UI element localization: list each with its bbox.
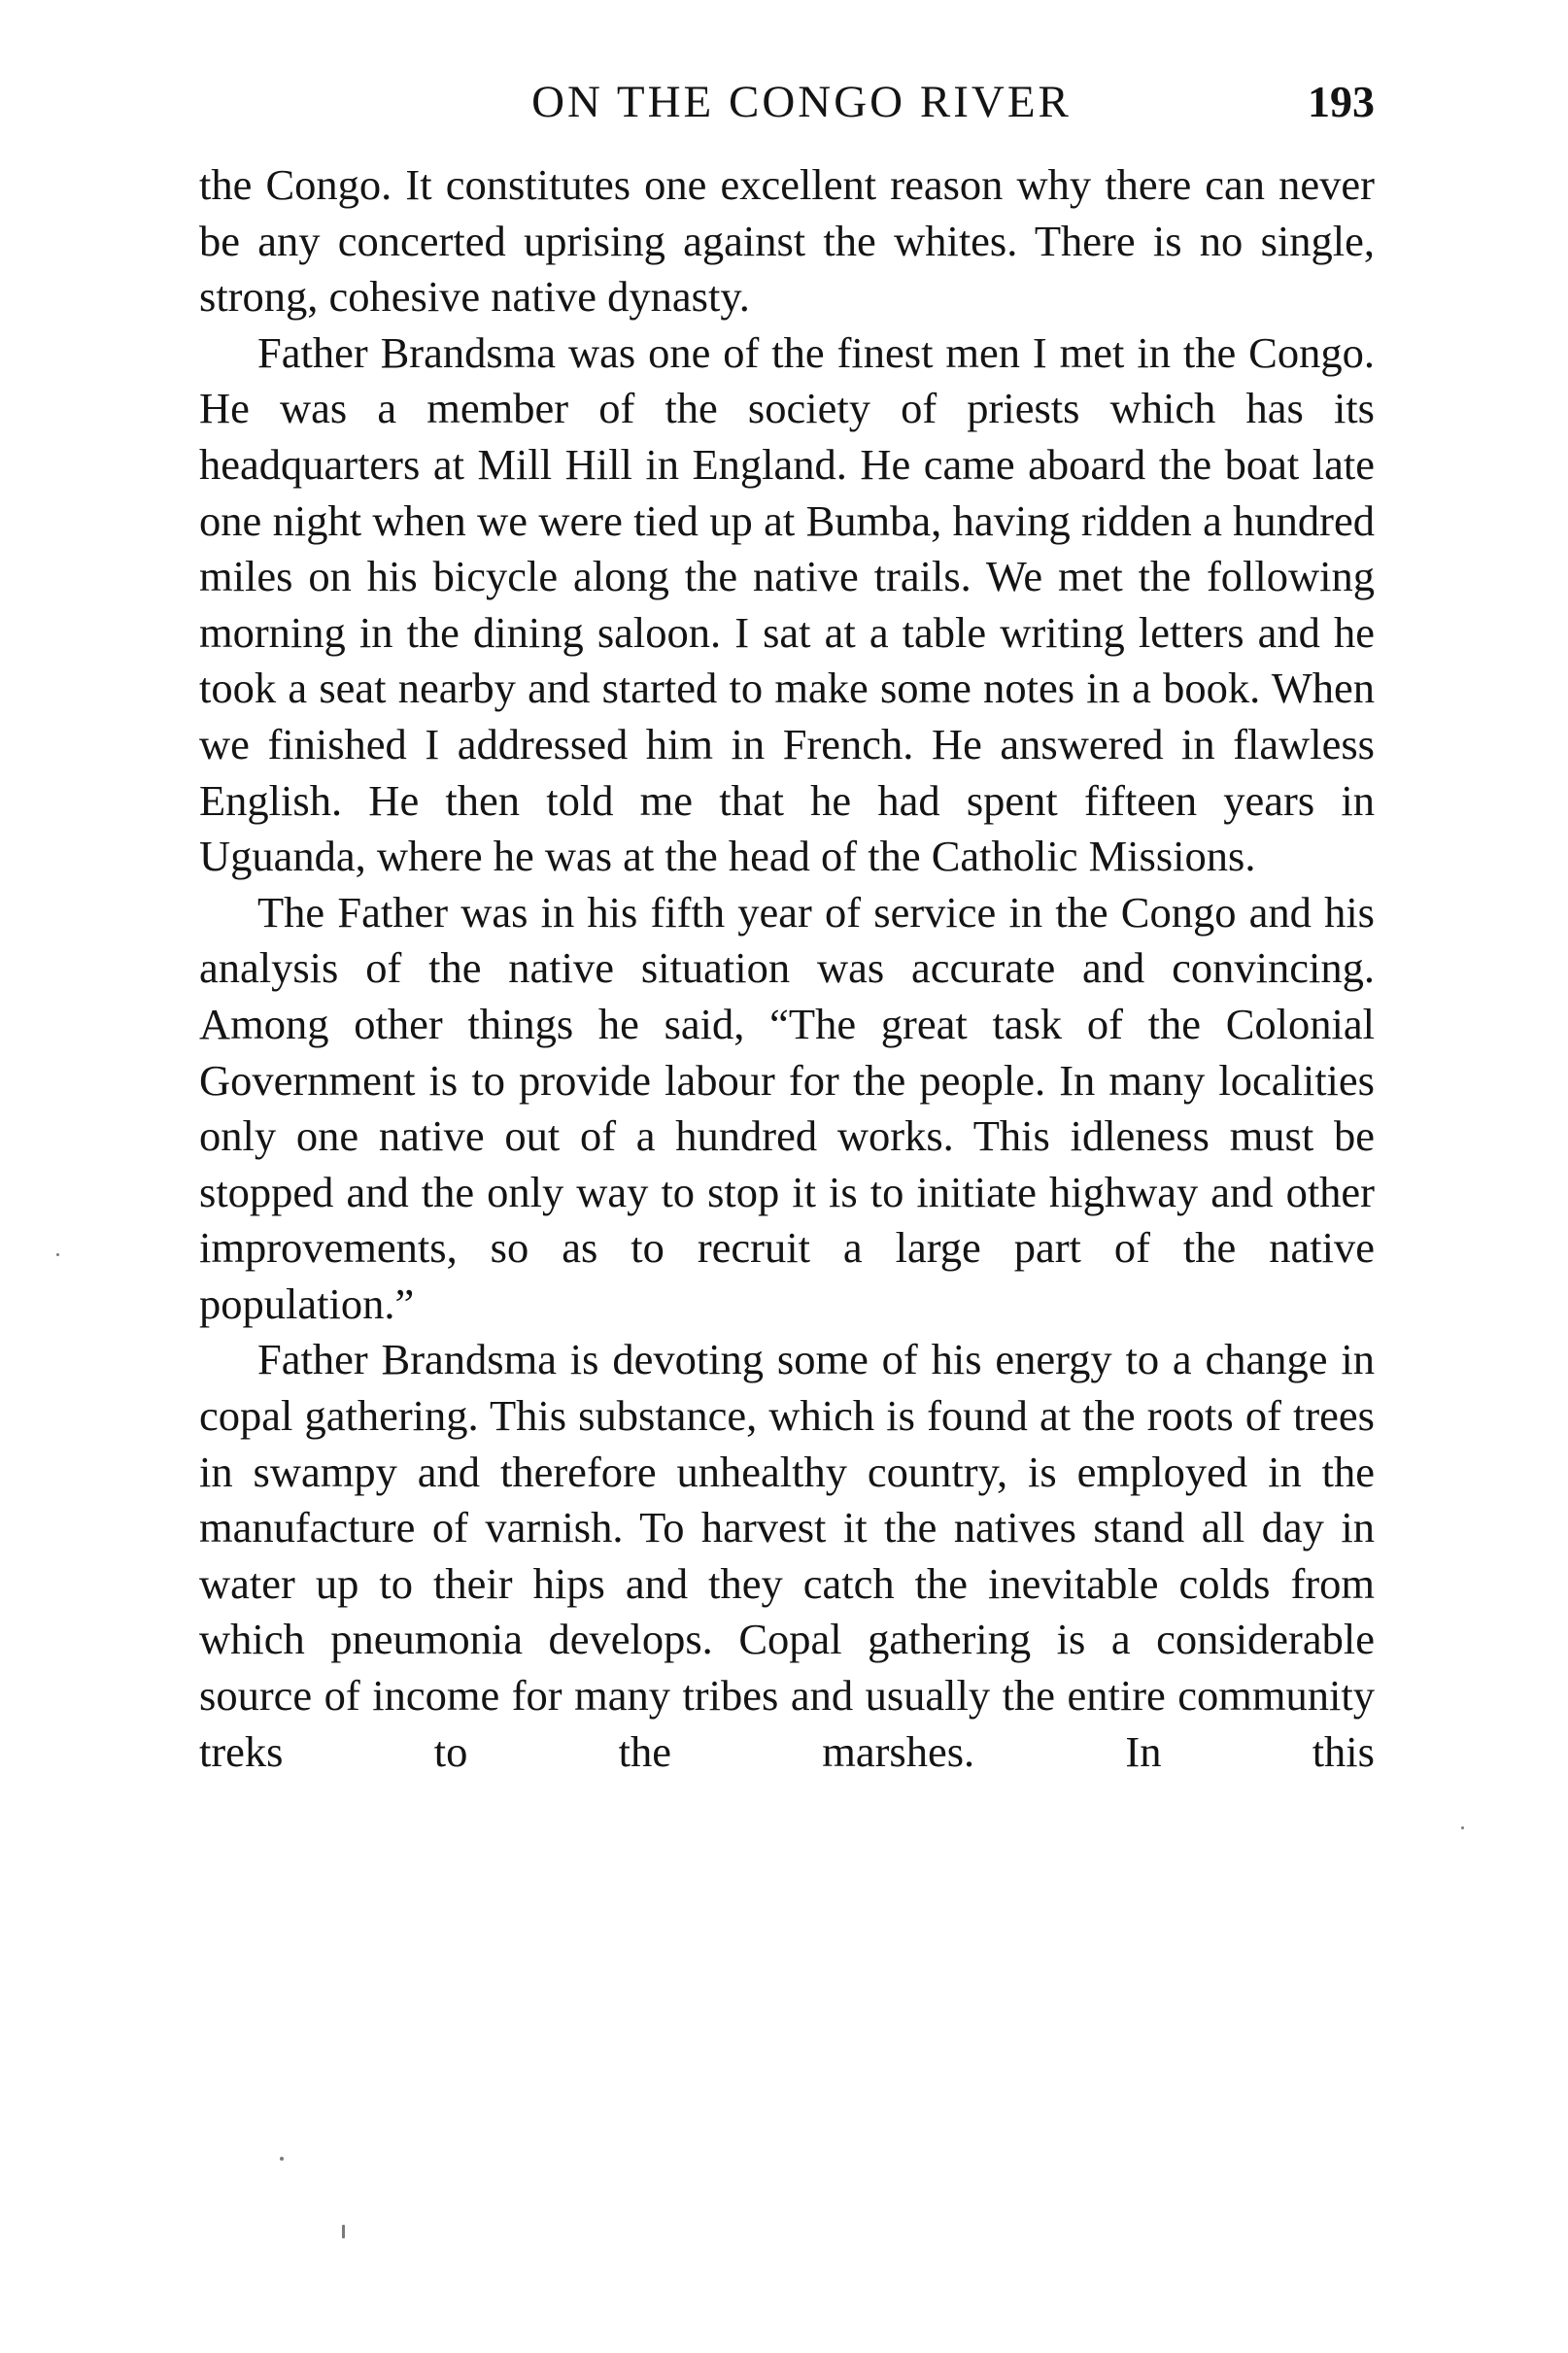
paragraph-continuation: the Congo. It constitutes one excellent reason why there can never be any concerted uprising against the whites. There is no single, strong, cohesive native dynasty. — [199, 160, 1375, 322]
scan-speck — [342, 2225, 345, 2238]
scan-speck — [280, 2157, 284, 2161]
scan-speck — [56, 1253, 59, 1256]
scan-speck — [1461, 1826, 1464, 1829]
paragraph: Father Brandsma was one of the finest men I met in the Congo. He was a member of the society of priests which has its headquarters at Mill Hill in England. He came aboard the boat late one night when we were tied up at Bumba, having ridden a hundred miles on his bicycle along the native trails. We met the following morning in the dining saloon. I sat at a table writing letters and he took a seat nearby and started to make some notes in a book. When we finished I addressed him in French. He answered in flawless English. He then told me that he had spent fifteen years in Uguanda, where he was at the head of the Catholic Missions. — [199, 327, 1375, 881]
page-number: 193 — [1308, 77, 1375, 126]
paragraph: The Father was in his fifth year of service in the Congo and his analysis of the native situation was accurate and convincing. Among other things he said, “The great task of the Colonial Government is to provide labour for the people. In many localities only one native out of a hundred works. This idleness must be stopped and the only way to stop it is to initiate highway and other improvements, so as to recruit a large part of the native population.” — [199, 887, 1375, 1328]
paragraph-continues-next-page: Father Brandsma is devoting some of his energy to a change in copal gathering. This substance, which is found at the roots of trees in swampy and therefore unhealthy country, is employed in the manufacture of varnish. To harvest it the natives stand all day in water up to their hips and they catch the inevitable colds from which pneumonia develops. Copal gathering is a considerable source of income for many tribes and usually the entire community treks to the marshes. In this — [199, 1335, 1375, 1776]
body-text — [199, 157, 1375, 1780]
running-header — [199, 68, 1375, 136]
running-title: ON THE CONGO RIVER — [531, 77, 1072, 127]
